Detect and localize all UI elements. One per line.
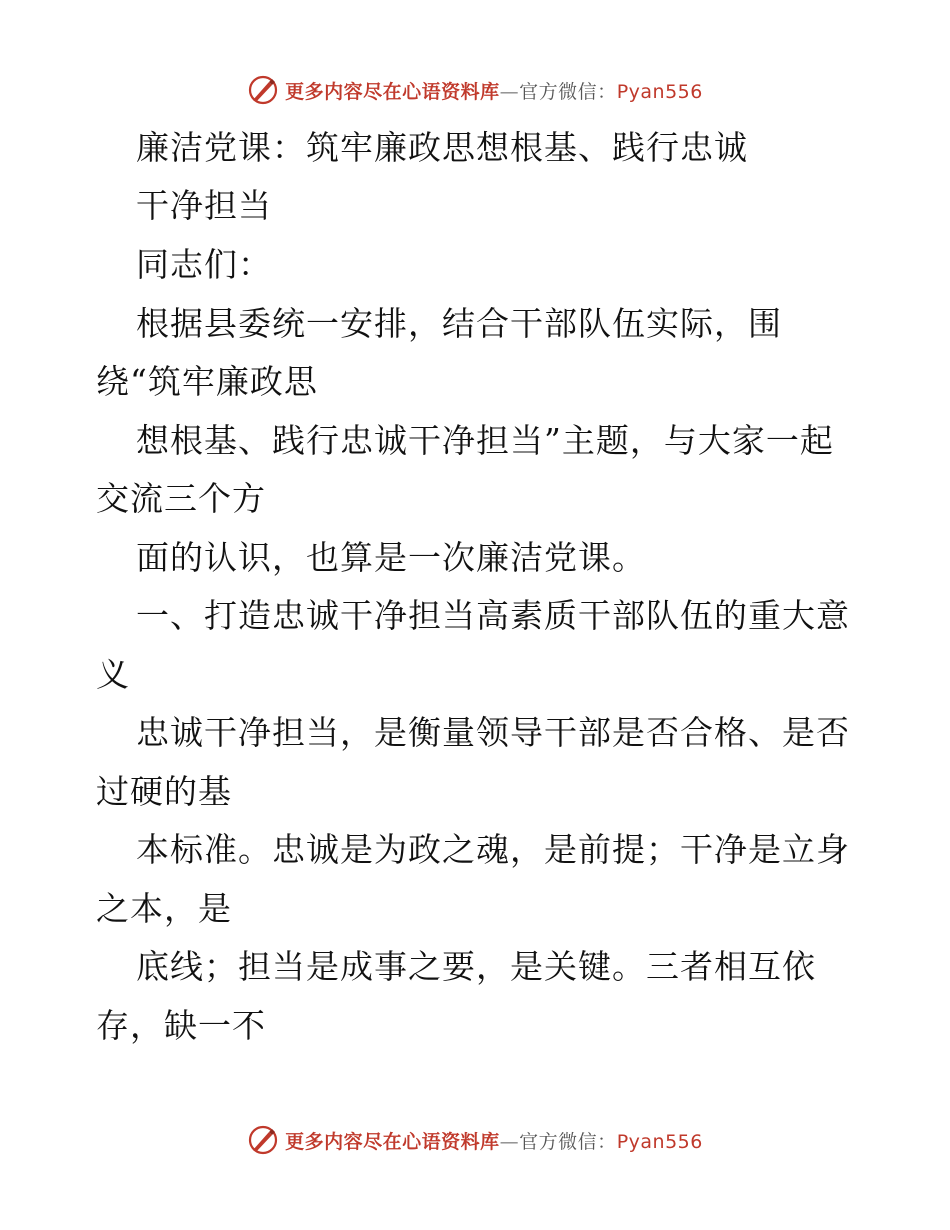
footer-watermark	[0, 1120, 950, 1160]
watermark-label: 官方微信：	[519, 1130, 617, 1153]
paragraph-line: 交流三个方	[96, 479, 266, 518]
watermark-site: 更多内容尽在心语资料库	[285, 80, 500, 103]
paragraph-line: 想根基、践行忠诚干净担当”主题，与大家一起	[136, 421, 834, 460]
paragraph-line: 本标准。忠诚是为政之魂，是前提；干净是立身	[136, 830, 850, 869]
paragraph-line: 绕“筑牢廉政思	[96, 362, 318, 401]
paragraph-line: 底线；担当是成事之要，是关键。三者相互依	[136, 947, 816, 986]
watermark-label: 官方微信：	[519, 80, 617, 103]
pen-in-circle-logo-icon	[247, 1124, 279, 1156]
paragraph-line: 根据县委统一安排，结合干部队伍实际，围	[136, 304, 782, 343]
section-heading-cont: 义	[96, 655, 130, 694]
title-line-1: 廉洁党课：筑牢廉政思想根基、践行忠诚	[136, 128, 748, 167]
paragraph-line: 存，缺一不	[96, 1006, 266, 1045]
salutation: 同志们：	[136, 245, 272, 284]
paragraph-line: 过硬的基	[96, 772, 232, 811]
section-heading: 一、打造忠诚干净担当高素质干部队伍的重大意	[136, 596, 850, 635]
footer-watermark-text	[285, 1127, 703, 1154]
paragraph-line: 之本，是	[96, 889, 232, 928]
watermark-wechat-id: Pyan556	[616, 80, 703, 103]
watermark-wechat-id: Pyan556	[616, 1130, 703, 1153]
paragraph-line: 忠诚干净担当，是衡量领导干部是否合格、是否	[136, 713, 850, 752]
watermark-site: 更多内容尽在心语资料库	[285, 1130, 500, 1153]
watermark-dash: —	[499, 80, 520, 103]
paragraph-line: 面的认识，也算是一次廉洁党课。	[136, 538, 646, 577]
watermark-dash: —	[499, 1130, 520, 1153]
title-line-2: 干净担当	[136, 186, 272, 225]
